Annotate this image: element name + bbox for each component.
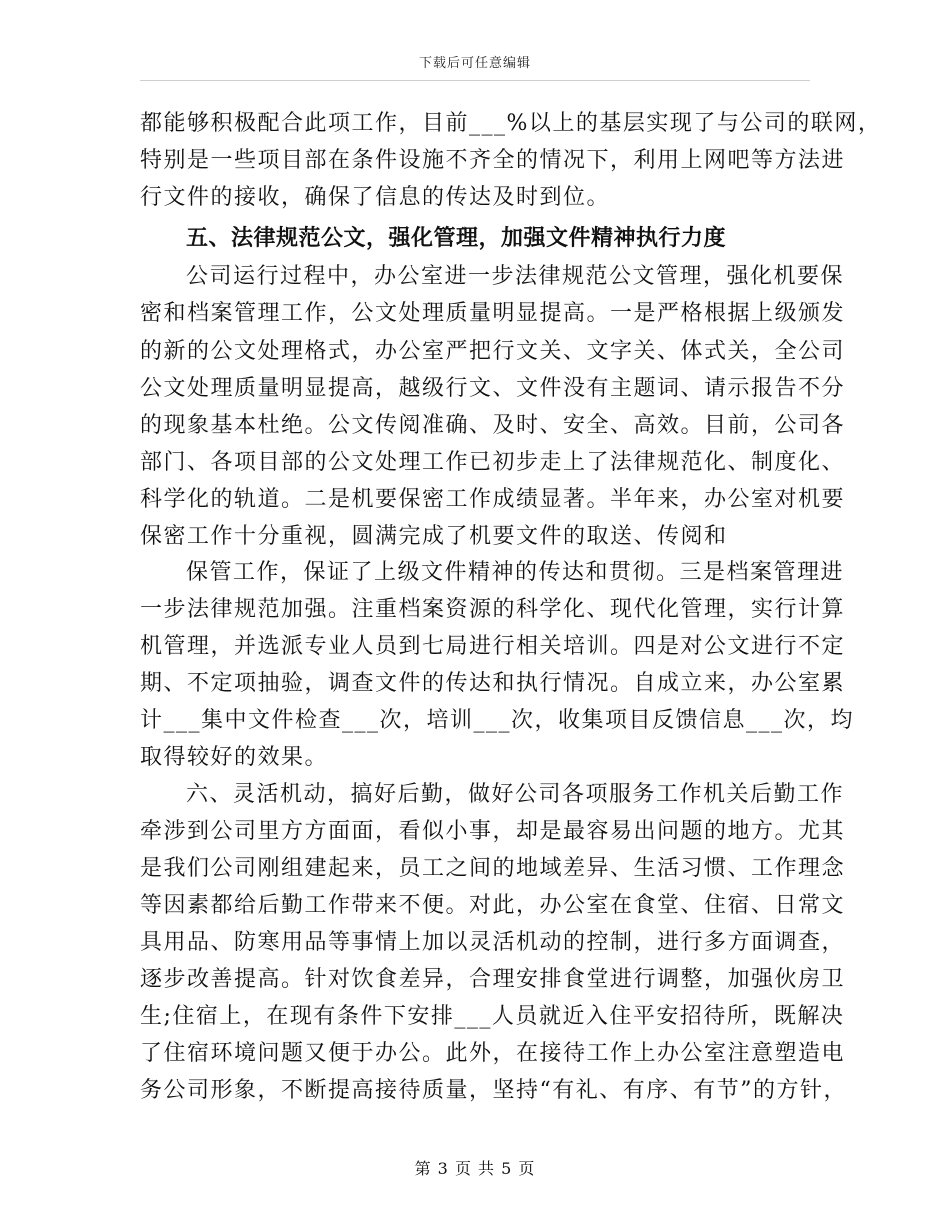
page-header: 下载后可任意编辑 [418, 56, 531, 71]
body-line: 保管工作，保证了上级文件精神的传达和贯彻。三是档案管理进 [186, 560, 845, 585]
header-divider [140, 80, 810, 81]
body-line: 科学化的轨道。二是机要保密工作成绩显著。半年来，办公室对机要 [140, 487, 846, 512]
body-line: 都能够积极配合此项工作，目前___%以上的基层实现了与公司的联网， [140, 111, 882, 136]
body-line: 一步法律规范加强。注重档案资源的科学化、现代化管理，实行计算 [140, 597, 846, 622]
body-line: 部门、各项目部的公文处理工作已初步走上了法律规范化、制度化、 [140, 450, 846, 475]
body-line: 是我们公司刚组建起来，员工之间的地域差异、生活习惯、工作理念 [140, 856, 846, 881]
body-line: 具用品、防寒用品等事情上加以灵活机动的控制，进行多方面调查， [140, 930, 846, 955]
body-line: 期、不定项抽验，调查文件的传达和执行情况。自成立来，办公室累 [140, 671, 846, 696]
body-line: 行文件的接收，确保了信息的传达及时到位。 [140, 185, 611, 210]
body-line: 了住宿环境问题又便于办公。此外，在接待工作上办公室注意塑造电 [140, 1041, 846, 1066]
body-line: 取得较好的效果。 [140, 745, 329, 770]
body-line: 计___集中文件检查___次，培训___次，收集项目反馈信息___次，均 [140, 708, 855, 733]
body-line: 公司运行过程中，办公室进一步法律规范公文管理，强化机要保 [186, 264, 845, 289]
page-number: 第 3 页 共 5 页 [414, 1159, 536, 1178]
body-line: 保密工作十分重视，圆满完成了机要文件的取送、传阅和 [140, 524, 728, 549]
body-line: 的新的公文处理格式，办公室严把行文关、文字关、体式关，全公司 [140, 339, 846, 364]
body-line: 公文处理质量明显提高，越级行文、文件没有主题词、请示报告不分 [140, 376, 846, 401]
body-line: 牵涉到公司里方方面面，看似小事，却是最容易出问题的地方。尤其 [140, 819, 846, 844]
section-heading-inline: 六、灵活机动，搞好后勤，做好公司各项服务工作机关后勤工作 [186, 782, 845, 807]
section-heading: 五、法律规范公文，强化管理，加强文件精神执行力度 [186, 226, 727, 251]
body-line: 机管理，并选派专业人员到七局进行相关培训。四是对公文进行不定 [140, 634, 846, 659]
body-line: 等因素都给后勤工作带来不便。对此，办公室在食堂、住宿、日常文 [140, 893, 846, 918]
body-line: 特别是一些项目部在条件设施不齐全的情况下，利用上网吧等方法进 [140, 148, 846, 173]
body-line: 逐步改善提高。针对饮食差异，合理安排食堂进行调整，加强伙房卫 [140, 967, 846, 992]
body-line: 密和档案管理工作，公文处理质量明显提高。一是严格根据上级颁发 [140, 301, 846, 326]
body-line: 的现象基本杜绝。公文传阅准确、及时、安全、高效。目前，公司各 [140, 413, 846, 438]
body-line: 生;住宿上，在现有条件下安排___人员就近入住平安招待所，既解决 [140, 1004, 845, 1029]
body-line: 务公司形象，不断提高接待质量，坚持“有礼、有序、有节”的方针， [140, 1078, 847, 1103]
